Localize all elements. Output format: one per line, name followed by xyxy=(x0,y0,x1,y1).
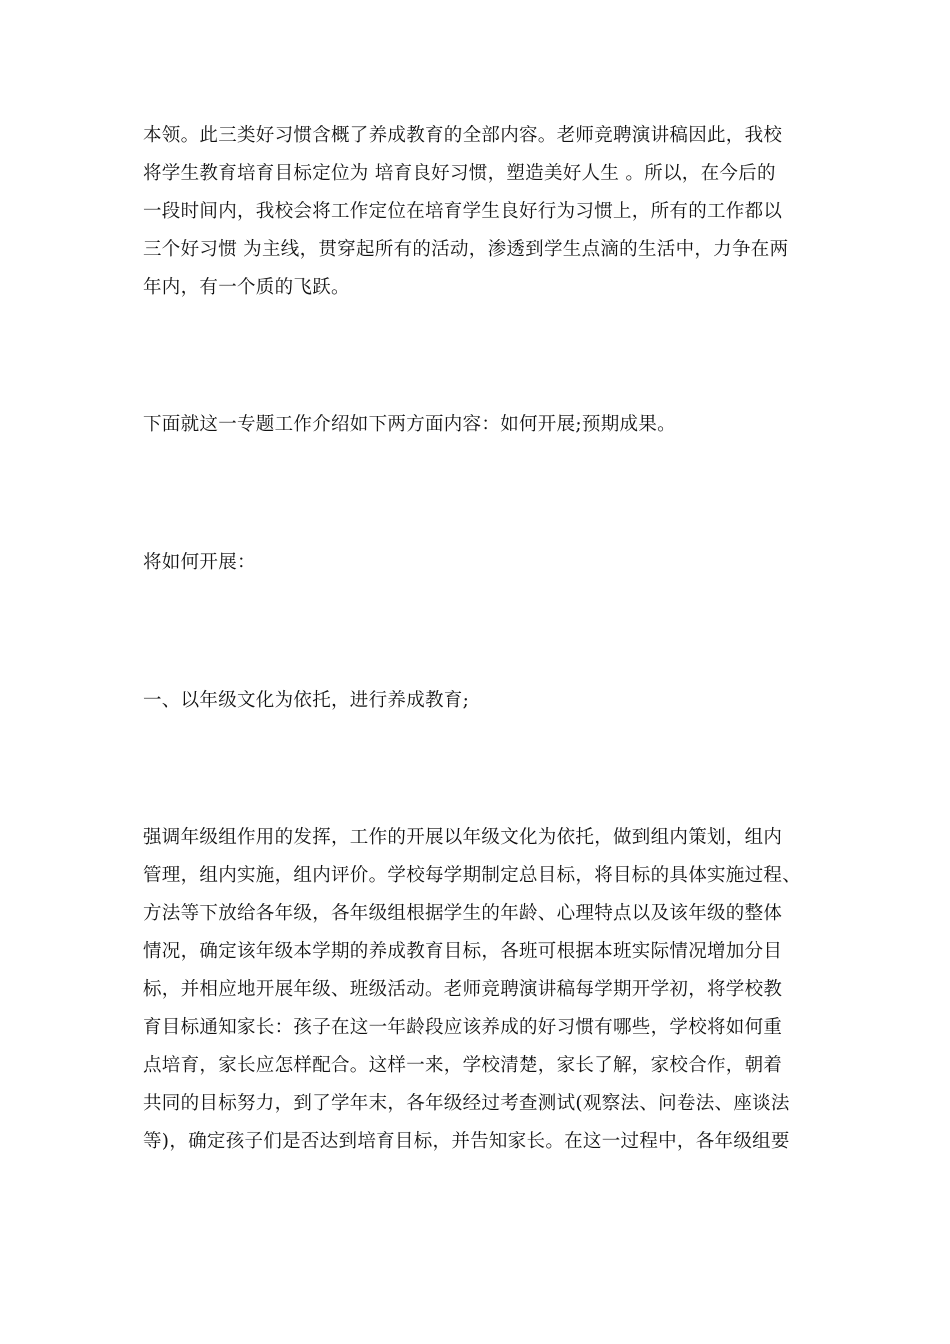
paragraph-1-line-4: 三个好习惯 为主线，贯穿起所有的活动，渗透到学生点滴的生活中，力争在两 xyxy=(143,239,789,260)
section-heading-1: 一、以年级文化为依托，进行养成教育; xyxy=(143,690,470,711)
paragraph-4-line-1: 强调年级组作用的发挥，工作的开展以年级文化为依托，做到组内策划，组内 xyxy=(143,827,783,848)
paragraph-4-line-5: 标，并相应地开展年级、班级活动。老师竞聘演讲稿每学期开学初，将学校教 xyxy=(143,979,783,1000)
paragraph-4-line-7: 点培育，家长应怎样配合。这样一来，学校清楚，家长了解，家校合作，朝着 xyxy=(143,1055,783,1076)
paragraph-4-line-2: 管理，组内实施，组内评价。学校每学期制定总目标，将目标的具体实施过程、 xyxy=(143,865,802,886)
paragraph-4-line-8: 共同的目标努力，到了学年末，各年级经过考查测试(观察法、问卷法、座谈法 xyxy=(143,1093,790,1114)
paragraph-4-line-6: 育目标通知家长：孩子在这一年龄段应该养成的好习惯有哪些，学校将如何重 xyxy=(143,1017,783,1038)
paragraph-1-line-3: 一段时间内，我校会将工作定位在培育学生良好行为习惯上，所有的工作都以 xyxy=(143,201,783,222)
paragraph-1-line-5: 年内，有一个质的飞跃。 xyxy=(143,277,350,298)
paragraph-4-line-4: 情况，确定该年级本学期的养成教育目标，各班可根据本班实际情况增加分目 xyxy=(143,941,783,962)
paragraph-4-line-3: 方法等下放给各年级，各年级组根据学生的年龄、心理特点以及该年级的整体 xyxy=(143,903,783,924)
paragraph-2: 下面就这一专题工作介绍如下两方面内容：如何开展;预期成果。 xyxy=(143,414,676,435)
paragraph-1-line-1: 本领。此三类好习惯含概了养成教育的全部内容。老师竞聘演讲稿因此，我校 xyxy=(143,125,783,146)
paragraph-4-line-9: 等)，确定孩子们是否达到培育目标，并告知家长。在这一过程中，各年级组要 xyxy=(143,1131,790,1152)
paragraph-3: 将如何开展： xyxy=(143,552,256,573)
paragraph-1-line-2: 将学生教育培育目标定位为 培育良好习惯，塑造美好人生 。所以，在今后的 xyxy=(143,163,776,184)
